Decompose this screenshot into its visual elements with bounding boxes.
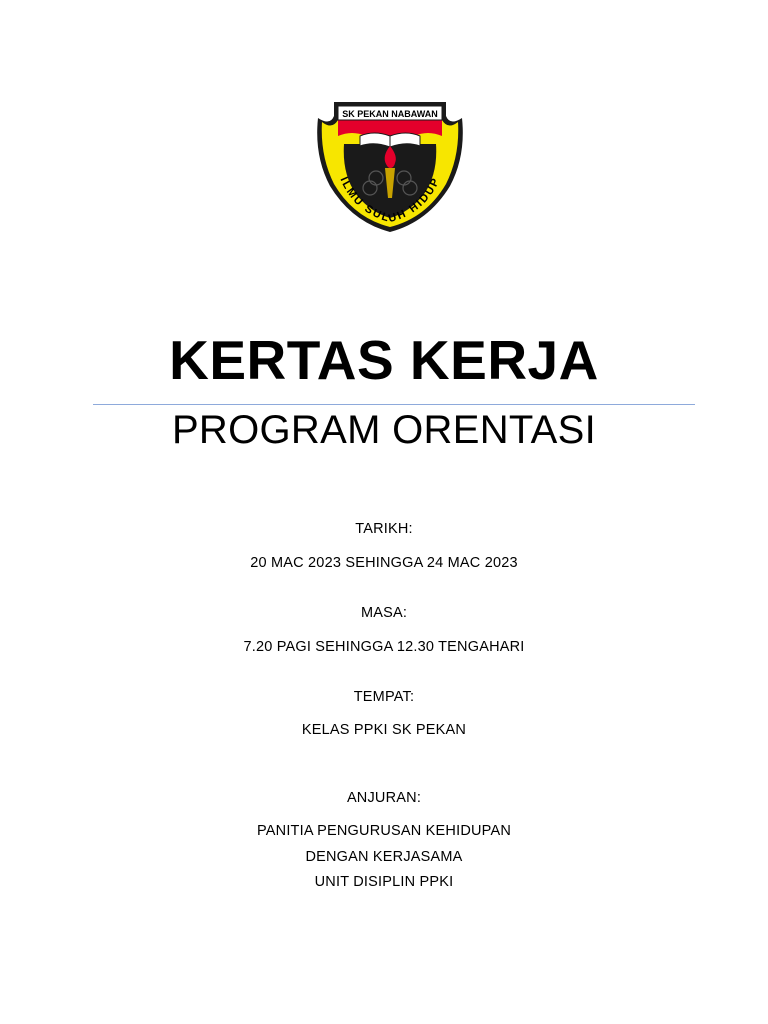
crest-icon [310,86,470,236]
masa-label: MASA: [360,605,408,621]
school-crest-logo [310,86,470,236]
anjuran-line: PANITIA PENGURUSAN KEHIDUPAN [256,823,512,839]
tempat-label: TEMPAT: [353,689,415,705]
document-title: KERTAS KERJA [169,329,599,391]
document-subtitle: PROGRAM ORENTASI [171,408,597,452]
tempat-value: KELAS PPKI SK PEKAN [301,722,467,738]
masa-value: 7.20 PAGI SEHINGGA 12.30 TENGAHARI [243,639,525,655]
tarikh-label: TARIKH: [355,521,413,537]
anjuran-line: DENGAN KERJASAMA [305,849,463,865]
anjuran-label: ANJURAN: [346,790,422,806]
crest-banner-text: SK PEKAN NABAWAN [342,109,438,119]
tarikh-value: 20 MAC 2023 SEHINGGA 24 MAC 2023 [250,555,518,571]
crest-motto: ILMU SULUH HIDUP [337,175,443,226]
anjuran-line: UNIT DISIPLIN PPKI [314,874,454,890]
